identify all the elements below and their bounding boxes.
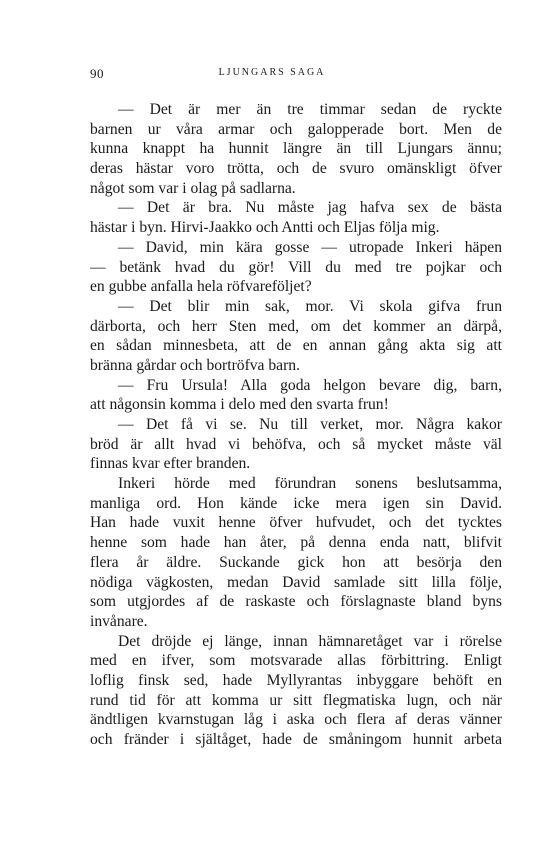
text-line: hästar i byn. Hirvi-Jaakko och Antti och Eljas följa mig. <box>90 219 440 237</box>
text-line: att någonsin komma i delo med den svarta frun! <box>90 396 389 414</box>
text-line: en sådan minnesbeta, att de en annan gång akta sig att <box>90 337 502 355</box>
text-line: invånare. <box>90 612 148 630</box>
text-line: Han hade vuxit henne öfver hufvudet, och det tycktes <box>90 514 502 532</box>
text-line: en gubbe anfalla hela röfvareföljet? <box>90 278 312 296</box>
text-line: loflig finsk sed, hade Myllyrantas inbyggare behöft en <box>90 671 502 689</box>
text-line: bränna gårdar och bortröfva barn. <box>90 356 300 374</box>
text-line: därborta, och herr Sten med, om det kommer an därpå, <box>90 317 502 335</box>
text-line: kunna knappt ha hunnit längre än till Ljungars ännu; <box>90 140 502 158</box>
text-line: Inkeri hörde med förundran sonens beslutsamma, <box>118 475 502 493</box>
text-line: — betänk hvad du gör! Vill du med tre pojkar och <box>90 258 502 276</box>
text-line: — Det få vi se. Nu till verket, mor. Några kakor <box>118 416 502 433</box>
text-line: deras hästar voro trötta, och de svuro omänskligt öfver <box>90 160 502 178</box>
text-line: rund tid för att komma ur sitt flegmatiska lugn, och när <box>90 691 502 709</box>
text-line: som utgjordes af de raskaste och förslagnaste bland byns <box>90 593 502 611</box>
text-line: henne som hade han åter, på denna enda natt, blifvit <box>90 534 502 552</box>
text-line: barnen ur våra armar och galopperade bort. Men de <box>90 120 502 138</box>
text-line: bröd är allt hvad vi behöfva, och så mycket måste väl <box>90 435 502 453</box>
text-line: flera år äldre. Suckande gick hon att besörja den <box>90 553 502 571</box>
text-line: — Det blir min sak, mor. Vi skola gifva frun <box>118 297 502 315</box>
text-line: och fränder i själtåget, hade de småningom hunnit arbeta <box>90 731 502 748</box>
text-line: med en ifver, som motsvarade allas förbittring. Enligt <box>90 652 502 670</box>
text-line: — Det är mer än tre timmar sedan de ryckte <box>118 101 502 118</box>
text-line: något som var i olag på sadlarna. <box>90 179 296 197</box>
text-line: — David, min kära gosse — utropade Inkeri häpen <box>118 238 502 256</box>
body-text <box>90 100 502 750</box>
running-title: LJUNGARS SAGA <box>218 67 326 78</box>
text-line: nödiga vägkosten, medan David samlade sitt lilla följe, <box>90 573 502 591</box>
text-line: — Fru Ursula! Alla goda helgon bevare dig, barn, <box>118 376 502 394</box>
text-line: finnas kvar efter branden. <box>90 455 251 473</box>
page-number: 90 <box>90 66 104 81</box>
text-line: ändtligen kvarnstugan låg i aska och flera af deras vänner <box>90 711 502 729</box>
text-line: manliga ord. Hon kände icke mera igen sin David. <box>90 494 502 512</box>
text-line: Det dröjde ej länge, innan hämnaretåget var i rörelse <box>118 632 502 650</box>
text-line: — Det är bra. Nu måste jag hafva sex de bästa <box>118 199 502 217</box>
